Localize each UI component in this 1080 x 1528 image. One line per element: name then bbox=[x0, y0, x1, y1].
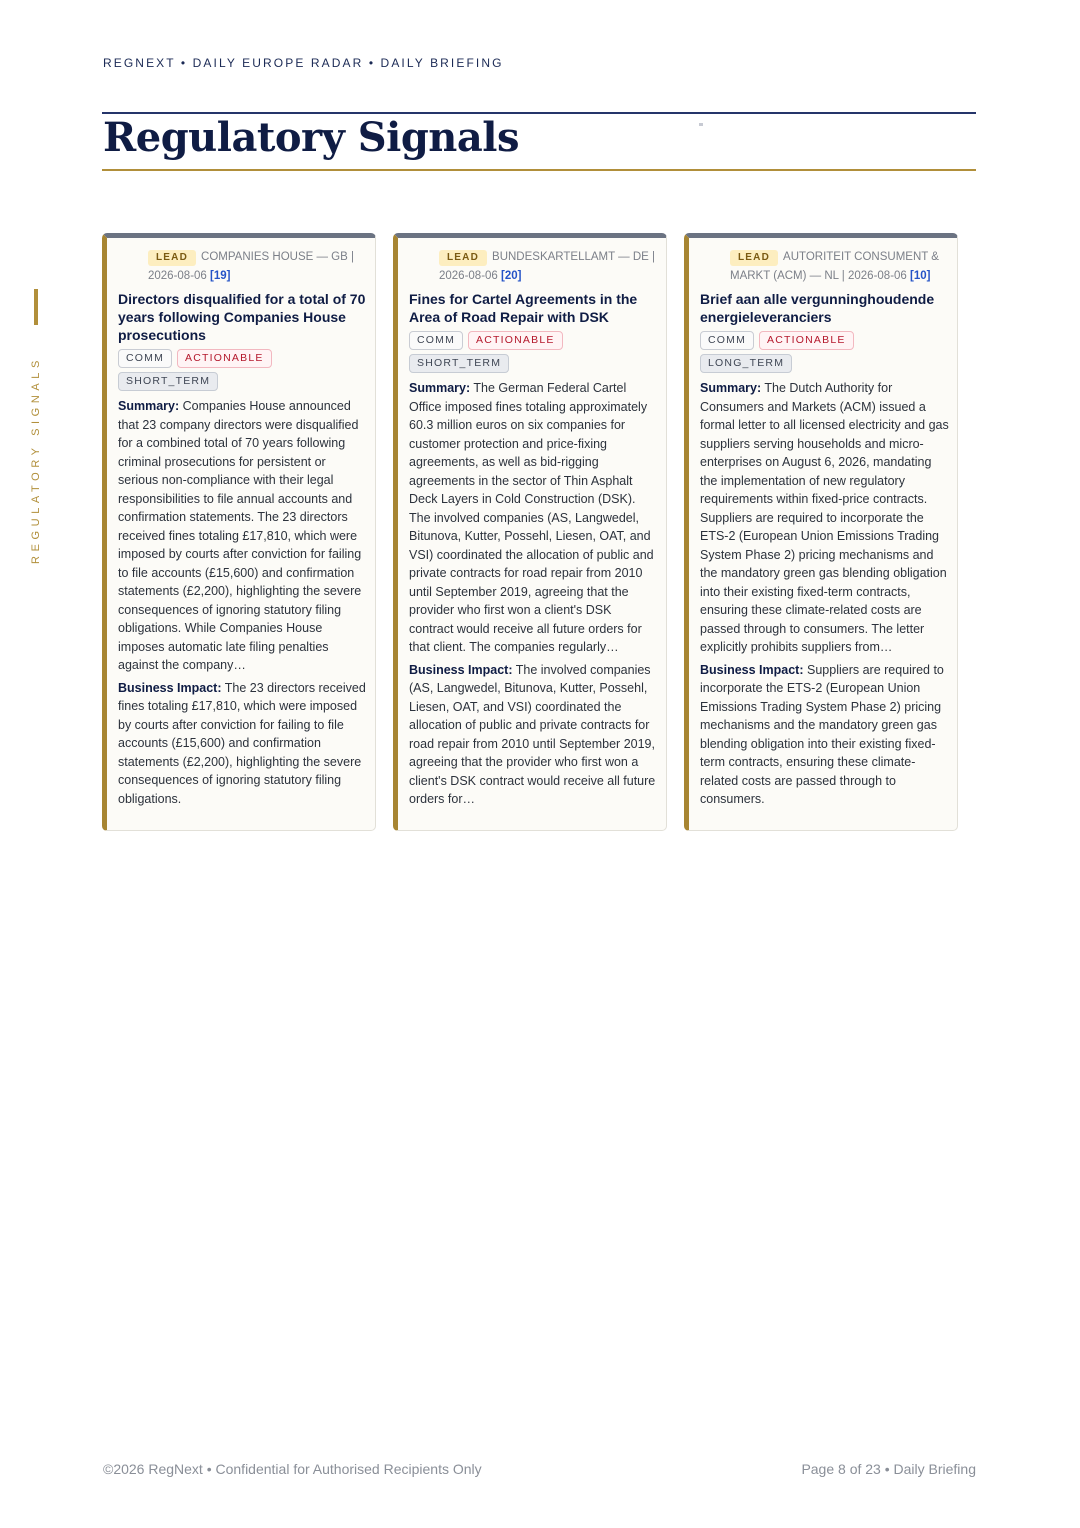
lead-badge: LEAD bbox=[439, 250, 487, 266]
card-title: Brief aan alle vergunninghoudende energieleveranciers bbox=[700, 291, 935, 325]
business-impact bbox=[409, 661, 658, 809]
impact-text: The 23 directors received fines totaling £17,810, which were imposed by courts after conviction for failing to file accounts (£15,600) and confirmation statements (£2,200), highlighting the severe consequences of ignoring statutory filing obligations. bbox=[118, 680, 366, 806]
impact-label: Business Impact: bbox=[118, 680, 222, 695]
business-impact bbox=[118, 679, 367, 809]
summary-text: The German Federal Cartel Office imposed fines totaling approximately 60.3 million euros on six companies for customer protection and price-fixing agreements, as well as bid-rigging agreements in the sector of Thin Asphalt Deck Layers in Cold Construction (DSK). The involved companies (AS, Langwedel, Bitunova, Kutter, Possehl, Liesen, OAT, and VSI) coordinated the allocation of public and private contracts for road repair from 2010 until September 2019, agreeing that the provider who first won a client's DSK contract would receive all future orders for that client. The companies regularly… bbox=[409, 381, 654, 654]
card-source: COMPANIES HOUSE — GB | 2026-08-06 bbox=[148, 251, 354, 282]
summary bbox=[409, 379, 658, 657]
signal-card bbox=[393, 233, 667, 831]
lead-badge: LEAD bbox=[148, 250, 196, 266]
reference-link[interactable]: [20] bbox=[501, 269, 522, 282]
impact-text: Suppliers are required to incorporate the ETS-2 (European Union Emissions Trading System Phase 2) pricing mechanisms and the mandatory green gas blending obligation into their existing fixed-term contracts, ensuring these climate-related costs are passed through to consumers. bbox=[700, 662, 944, 806]
tag-comm: COMM bbox=[700, 331, 754, 350]
footer-page-number: Page 8 of 23 • Daily Briefing bbox=[801, 1461, 976, 1477]
tag-list bbox=[118, 347, 367, 393]
decorative-mark bbox=[699, 123, 703, 126]
tag-actionable: ACTIONABLE bbox=[759, 331, 854, 350]
summary-label: Summary: bbox=[700, 381, 762, 395]
impact-label: Business Impact: bbox=[409, 662, 513, 677]
impact-text: The involved companies (AS, Langwedel, Bitunova, Kutter, Possehl, Liesen, OAT, and VSI) coordinated the allocation of public and private contracts for road repair from 2010 until September 2019, agreeing that the provider who first won a client's DSK contract would receive all future orders for… bbox=[409, 662, 656, 806]
business-impact bbox=[700, 661, 949, 809]
tag-comm: COMM bbox=[118, 349, 172, 368]
card-meta bbox=[700, 248, 949, 285]
tag-term: LONG_TERM bbox=[700, 354, 792, 373]
card-source: AUTORITEIT CONSUMENT & MARKT (ACM) — NL | 2026-08-06 bbox=[730, 251, 939, 282]
tag-comm: COMM bbox=[409, 331, 463, 350]
card-meta bbox=[118, 248, 367, 285]
tag-list bbox=[700, 329, 949, 375]
tag-actionable: ACTIONABLE bbox=[468, 331, 563, 350]
title-bottom-rule bbox=[102, 169, 976, 171]
summary bbox=[700, 379, 949, 657]
card-source: BUNDESKARTELLAMT — DE | 2026-08-06 bbox=[439, 251, 655, 282]
tag-term: SHORT_TERM bbox=[118, 372, 218, 391]
side-accent-bar bbox=[34, 289, 38, 325]
breadcrumb: REGNEXT • DAILY EUROPE RADAR • DAILY BRIEFING bbox=[103, 56, 504, 70]
reference-link[interactable]: [10] bbox=[910, 269, 931, 282]
summary-text: Companies House announced that 23 company directors were disqualified for a combined total of 70 years following criminal prosecutions for persistent or serious non-compliance with their legal responsibilities to file annual accounts and confirmation statements. The 23 directors received fines totaling £17,810, which were imposed by courts after conviction for failing to file accounts (£15,600) and confirmation statements (£2,200), highlighting the severe consequences of ignoring statutory filing obligations. While Companies House imposes automatic late filing penalties against the company… bbox=[118, 399, 362, 672]
card-meta bbox=[409, 248, 658, 285]
signal-card bbox=[102, 233, 376, 831]
tag-term: SHORT_TERM bbox=[409, 354, 509, 373]
summary-text: The Dutch Authority for Consumers and Markets (ACM) issued a formal letter to all licensed electricity and gas suppliers serving households and micro-enterprises on August 6, 2026, mandating the implementation of new regulatory requirements within fixed-price contracts. Suppliers are required to incorporate the ETS-2 (European Union Emissions Trading System Phase 2) pricing mechanisms and the mandatory green gas blending obligation into their existing fixed-term contracts, ensuring these climate-related costs are passed through to consumers. The letter explicitly prohibits suppliers from… bbox=[700, 381, 949, 654]
impact-label: Business Impact: bbox=[700, 662, 804, 677]
summary-label: Summary: bbox=[409, 381, 471, 395]
card-title: Fines for Cartel Agreements in the Area of Road Repair with DSK bbox=[409, 291, 638, 325]
card-title: Directors disqualified for a total of 70 years following Companies House prosecutions bbox=[118, 291, 366, 343]
summary-label: Summary: bbox=[118, 399, 180, 413]
tag-list bbox=[409, 329, 658, 375]
page-title: Regulatory Signals bbox=[103, 114, 520, 161]
reference-link[interactable]: [19] bbox=[210, 269, 231, 282]
lead-badge: LEAD bbox=[730, 250, 778, 266]
tag-actionable: ACTIONABLE bbox=[177, 349, 272, 368]
footer-copyright: ©2026 RegNext • Confidential for Authorised Recipients Only bbox=[103, 1461, 482, 1477]
signal-card bbox=[684, 233, 958, 831]
summary bbox=[118, 397, 367, 675]
side-section-label: REGULATORY SIGNALS bbox=[30, 356, 42, 564]
